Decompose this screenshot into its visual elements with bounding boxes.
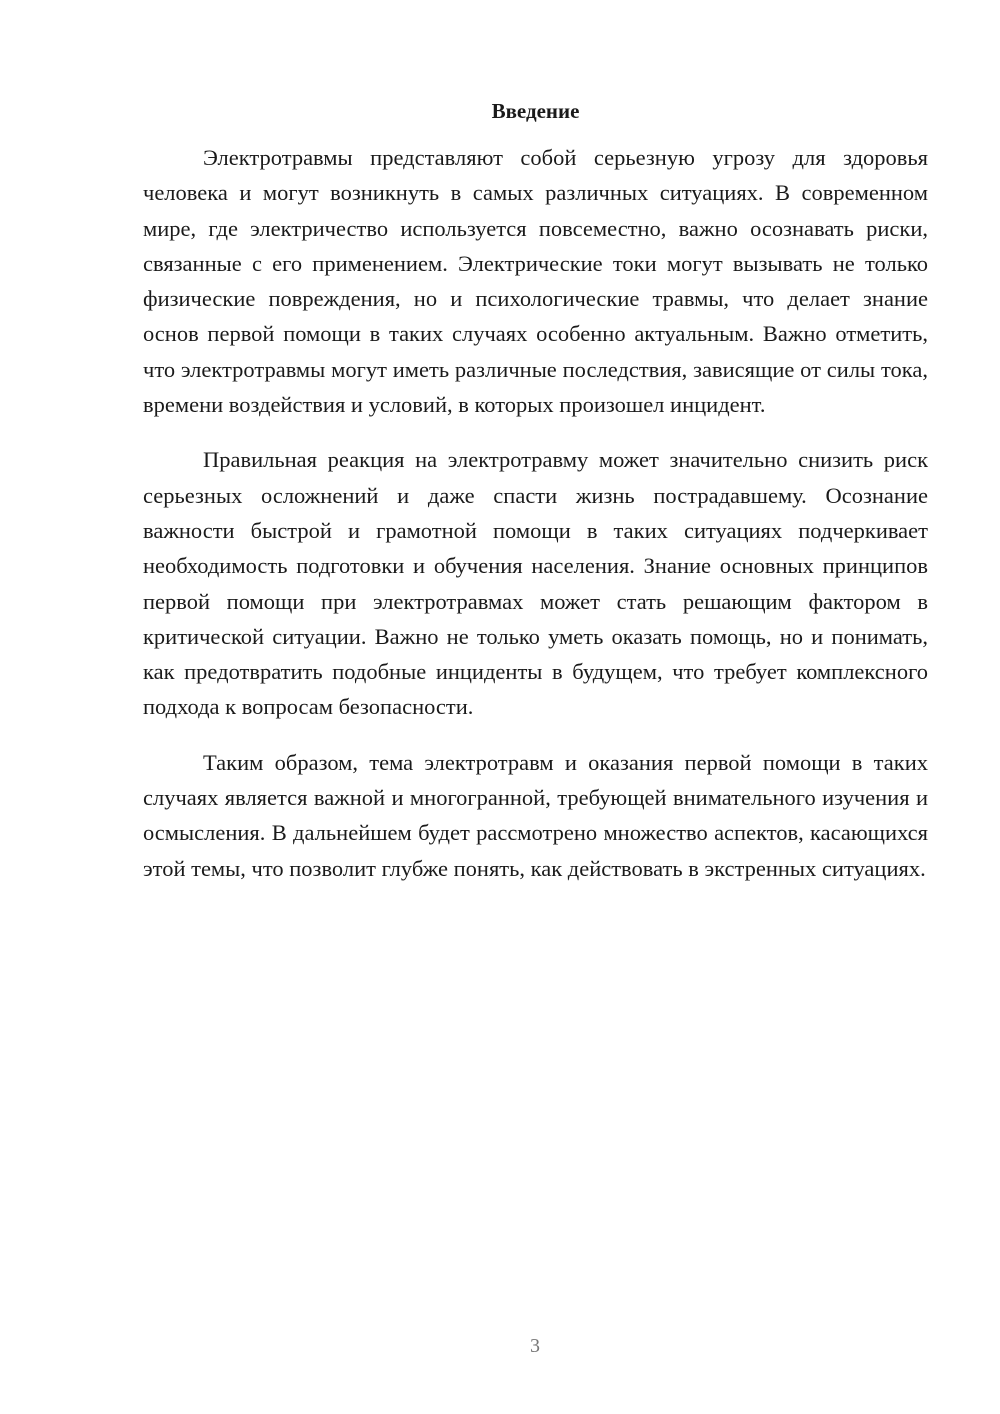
page-number: 3 bbox=[530, 1335, 540, 1357]
page-content bbox=[143, 96, 928, 906]
paragraph-1: Электротравмы представляют собой серьезную угрозу для здоровья человека и могут возникнуть в самых различных ситуациях. В современном мире, где электричество используется повсеместно, важно осознавать риски, связанные с его применением. Электрические токи могут вызывать не только физические повреждения, но и психологические травмы, что делает знание основ первой помощи в таких случаях особенно актуальным. Важно отметить, что электротравмы могут иметь различные последствия, зависящие от силы тока, времени воздействия и условий, в которых произошел инцидент. bbox=[143, 145, 928, 418]
paragraph-2: Правильная реакция на электротравму может значительно снизить риск серьезных осложнений и даже спасти жизнь пострадавшему. Осознание важности быстрой и грамотной помощи в таких ситуациях подчеркивает необходимость подготовки и обучения населения. Знание основных принципов первой помощи при электротравмах может стать решающим фактором в критической ситуации. Важно не только уметь оказать помощь, но и понимать, как предотвратить подобные инциденты в будущем, что требует комплексного подхода к вопросам безопасности. bbox=[143, 447, 928, 720]
section-heading: Введение bbox=[491, 99, 580, 123]
paragraph-3: Таким образом, тема электротравм и оказания первой помощи в таких случаях является важной и многогранной, требующей внимательного изучения и осмысления. В дальнейшем будет рассмотрено множество аспектов, касающихся этой темы, что позволит глубже понять, как действовать в экстренных ситуациях. bbox=[143, 749, 928, 881]
